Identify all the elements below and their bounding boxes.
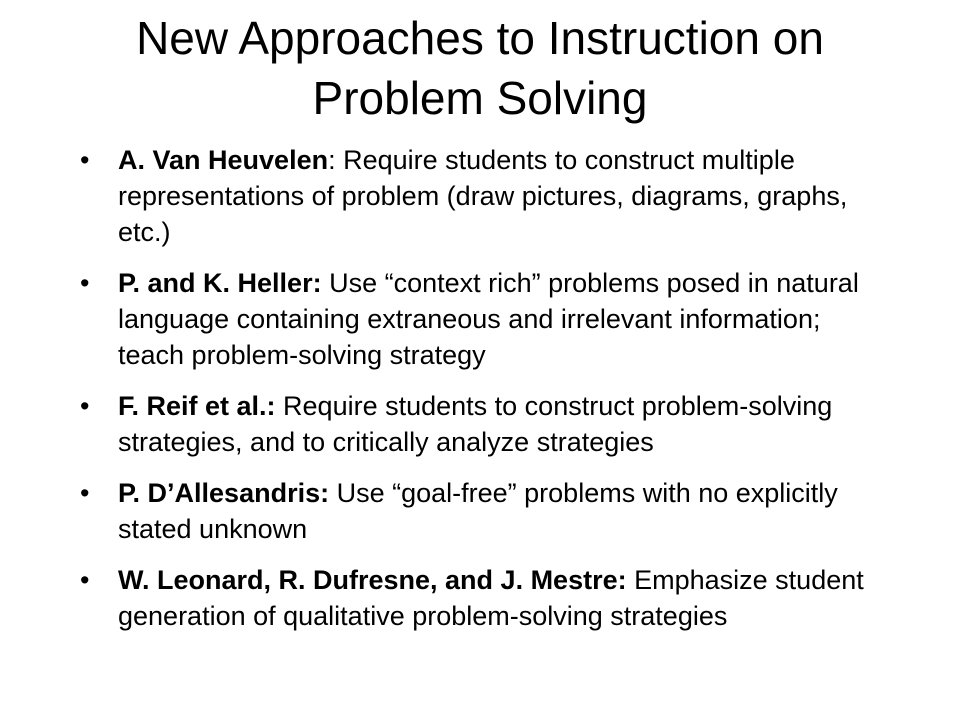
bullet-item-heller [80, 265, 880, 373]
title-line-1: New Approaches to Instruction on [136, 12, 824, 64]
bullet-icon: • [80, 145, 90, 175]
bullet-icon: • [80, 391, 90, 421]
bullet-author: F. Reif et al.: [118, 391, 276, 421]
bullet-author: P. D’Allesandris: [118, 478, 330, 508]
bullet-text: Use “context rich” problems posed in natural language containing extraneous and irrelevant information; teach problem-solving strategy [118, 268, 859, 370]
bullet-list [80, 142, 880, 649]
bullet-author: A. Van Heuvelen [118, 145, 329, 175]
bullet-author: P. and K. Heller: [118, 268, 322, 298]
bullet-item-leonard-dufresne-mestre [80, 562, 880, 634]
bullet-icon: • [80, 478, 90, 508]
bullet-item-dallesandris [80, 475, 880, 547]
bullet-text: Use “goal-free” problems with no explicitly stated unknown [118, 478, 838, 544]
title-line-2: Problem Solving [312, 72, 648, 124]
bullet-text: Require students to construct multiple representations of problem (draw pictures, diagrams, graphs, etc.) [118, 145, 848, 247]
bullet-icon: • [80, 565, 90, 595]
bullet-text: Require students to construct problem-solving strategies, and to critically analyze strategies [118, 391, 833, 457]
bullet-author: W. Leonard, R. Dufresne, and J. Mestre: [118, 565, 627, 595]
slide-title [40, 8, 920, 128]
bullet-item-van-heuvelen [80, 142, 880, 250]
bullet-icon: • [80, 268, 90, 298]
bullet-item-reif [80, 388, 880, 460]
bullet-separator: : [328, 145, 336, 175]
bullet-text: Emphasize student generation of qualitative problem-solving strategies [118, 565, 864, 631]
